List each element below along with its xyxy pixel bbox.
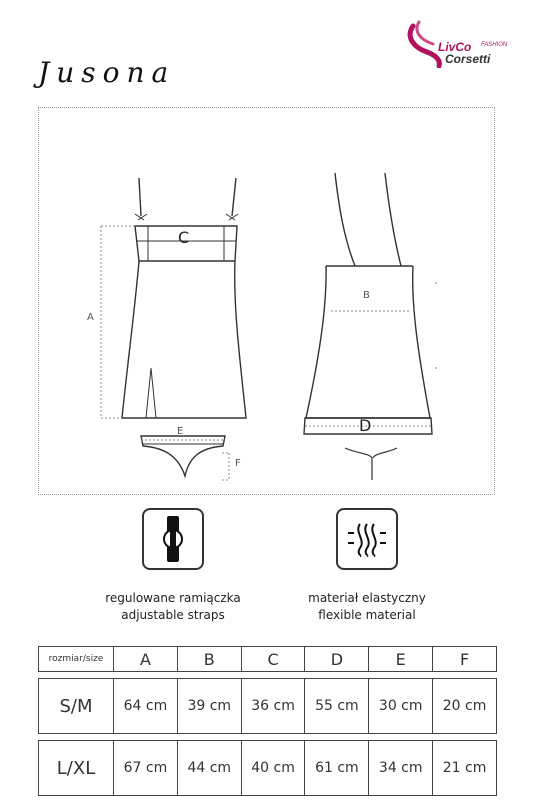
table-cell: 20 cm: [433, 679, 497, 734]
table-cell: 36 cm: [241, 679, 305, 734]
size-cell: S/M: [39, 679, 114, 734]
product-title: Jusona: [38, 56, 176, 89]
garment-sketch: [39, 108, 496, 496]
column-header-a: A: [114, 647, 178, 672]
feature-label-pl: regulowane ramiączka: [105, 591, 241, 605]
garment-diagram: [38, 107, 495, 495]
table-cell: 44 cm: [177, 741, 241, 796]
table-cell: 21 cm: [433, 741, 497, 796]
table-row: [39, 741, 497, 796]
feature-label-en: adjustable straps: [121, 608, 225, 622]
table-cell: 34 cm: [369, 741, 433, 796]
size-table-corner: rozmiar/size: [39, 647, 114, 672]
brand-name-primary: LivCo: [438, 40, 472, 54]
column-header-f: F: [433, 647, 497, 672]
dimension-label-d: D: [359, 416, 372, 435]
table-spacer: [39, 734, 497, 741]
brand-logo: [405, 18, 517, 78]
brand-name-secondary: Corsetti: [445, 52, 491, 66]
dimension-label-e: E: [177, 426, 184, 437]
dimension-label-f: F: [235, 458, 241, 469]
table-cell: 67 cm: [114, 741, 178, 796]
table-cell: 30 cm: [369, 679, 433, 734]
table-cell: 55 cm: [305, 679, 369, 734]
dimension-label-b: B: [363, 290, 370, 301]
table-cell: 61 cm: [305, 741, 369, 796]
table-cell: 40 cm: [241, 741, 305, 796]
feature-label-en: flexible material: [318, 608, 416, 622]
feature-adjustable-straps: [73, 590, 273, 624]
table-cell: 39 cm: [177, 679, 241, 734]
feature-label-pl: materiał elastyczny: [308, 591, 426, 605]
elastic-material-icon: [336, 508, 398, 570]
column-header-c: C: [241, 647, 305, 672]
brand-name-fashion: FASHION: [481, 42, 508, 48]
table-spacer-cell: [39, 734, 497, 741]
size-table-header: [39, 647, 497, 672]
size-table: [38, 646, 497, 796]
size-cell: L/XL: [39, 741, 114, 796]
adjustable-strap-icon: [142, 508, 204, 570]
table-spacer: [39, 672, 497, 679]
table-row: [39, 679, 497, 734]
table-spacer-cell: [39, 672, 497, 679]
table-cell: 64 cm: [114, 679, 178, 734]
column-header-e: E: [369, 647, 433, 672]
column-header-b: B: [177, 647, 241, 672]
dimension-label-c: C: [178, 228, 190, 247]
column-header-d: D: [305, 647, 369, 672]
feature-flexible-material: [267, 590, 467, 624]
dimension-label-a: A: [87, 312, 94, 323]
